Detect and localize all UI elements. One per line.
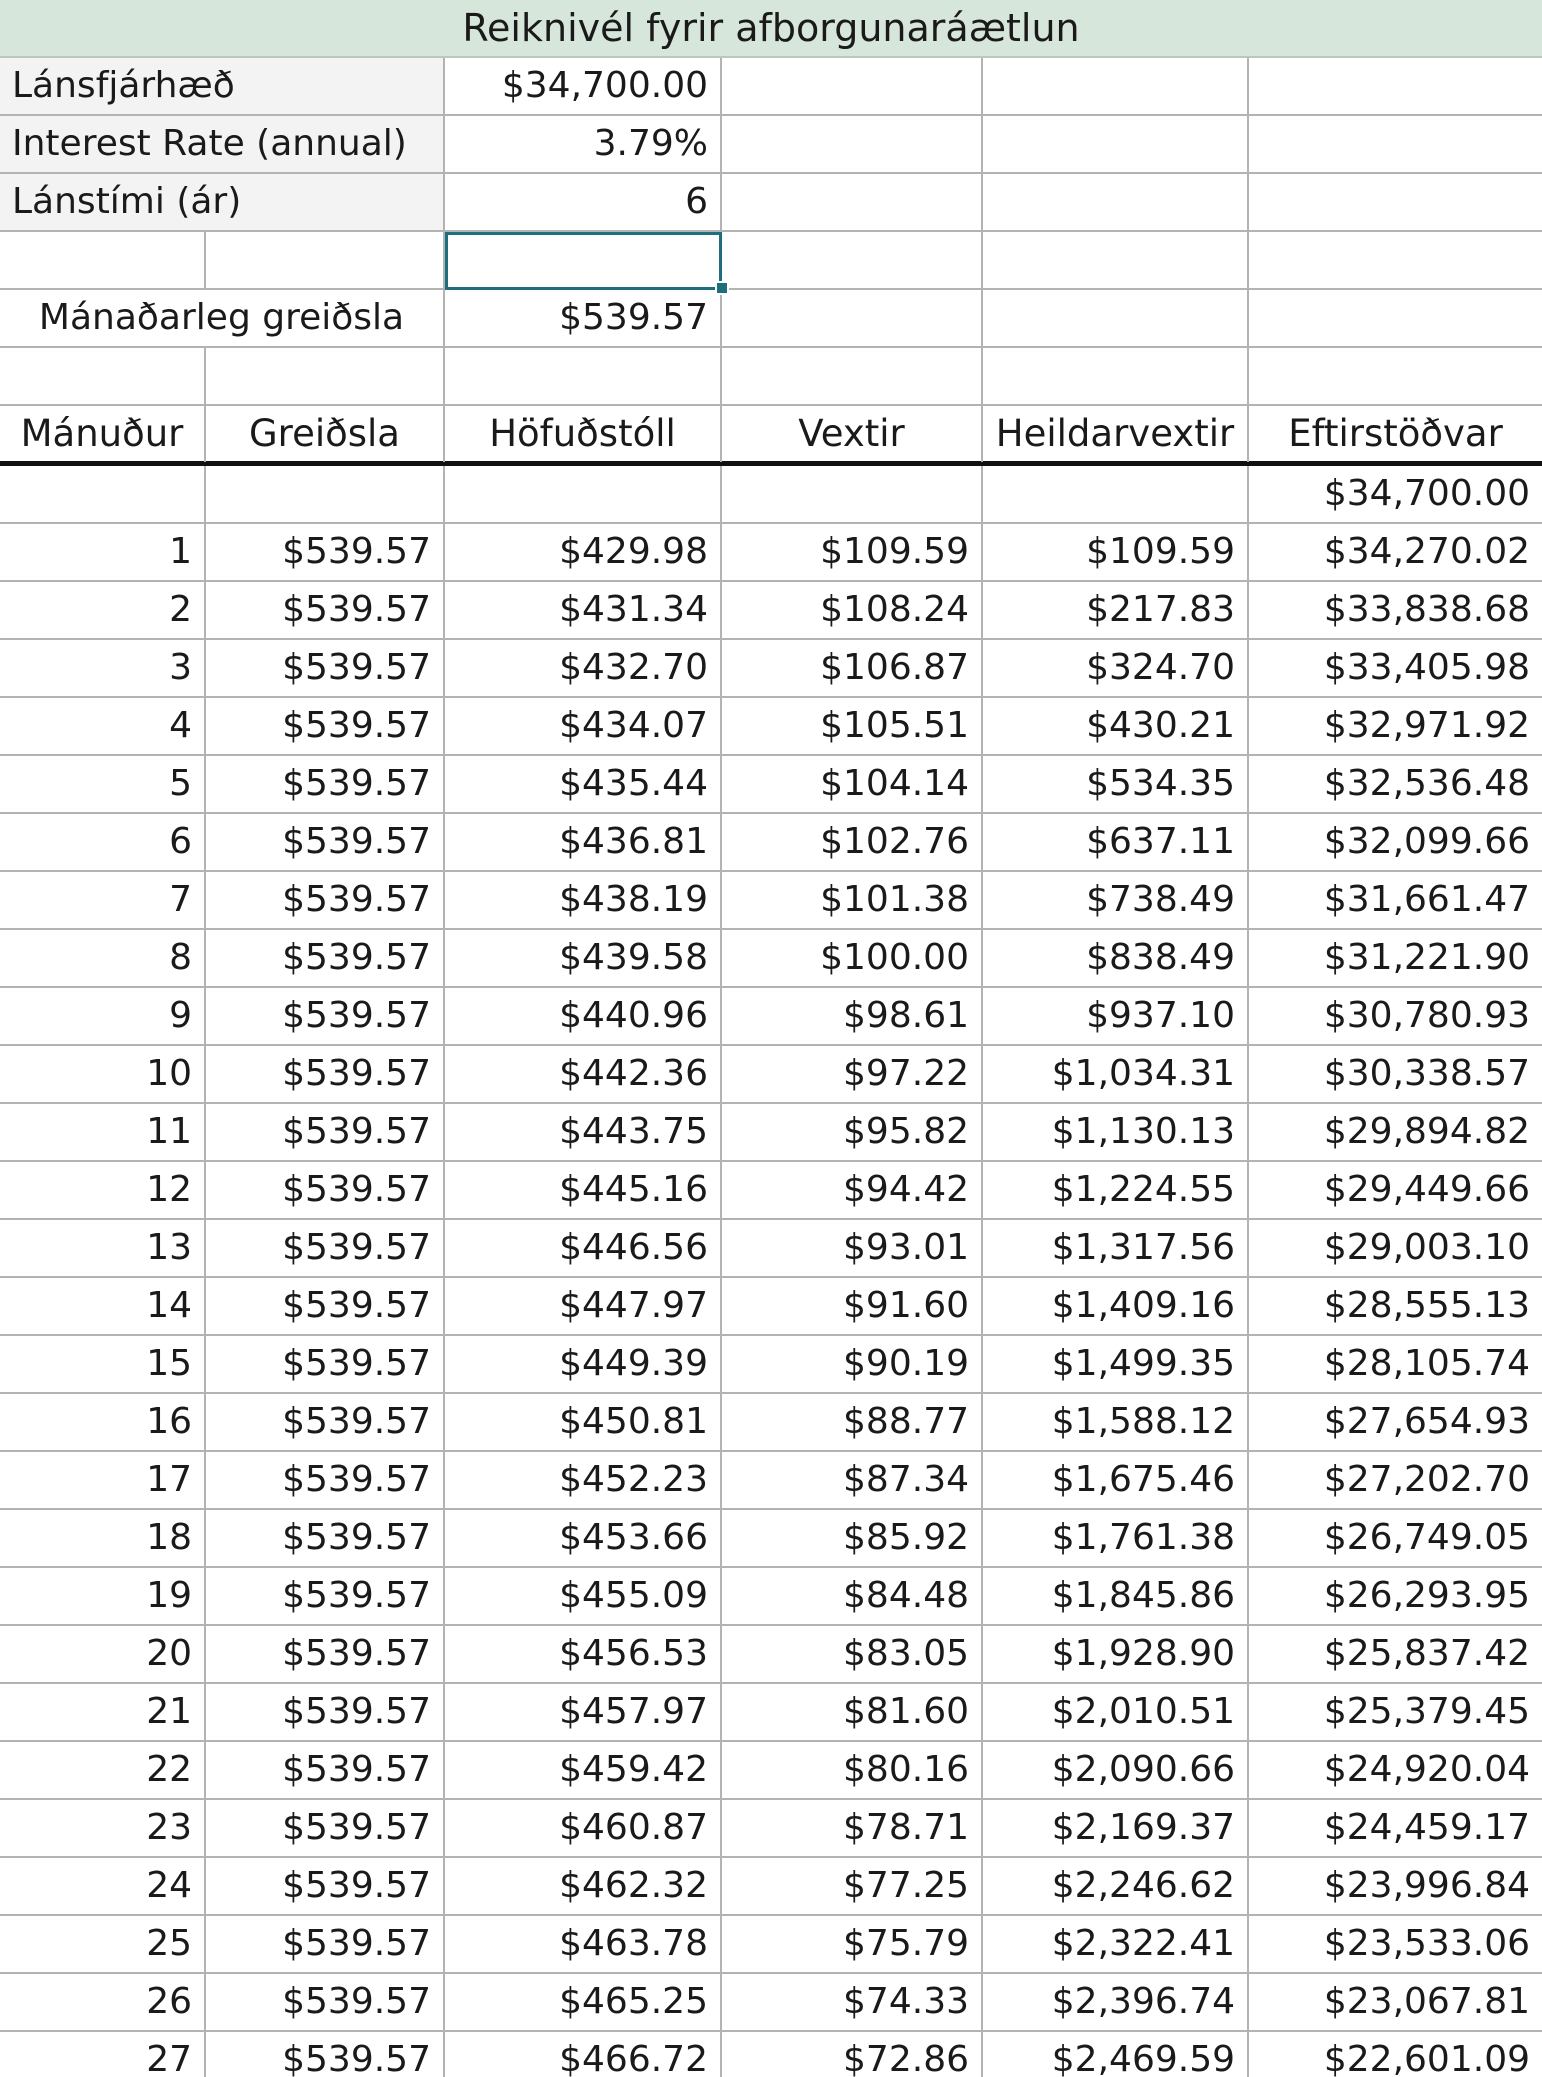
- table-row: [0, 1974, 1542, 2032]
- cell-balance[interactable]: $31,221.90: [1323, 937, 1530, 978]
- cell-payment[interactable]: $539.57: [206, 814, 445, 870]
- cell-payment[interactable]: $539.57: [206, 1568, 445, 1624]
- cell-payment[interactable]: $539.57: [206, 2032, 445, 2077]
- table-row: [0, 1626, 1542, 1684]
- table-row: [0, 1916, 1542, 1974]
- cell-balance[interactable]: $32,099.66: [1323, 821, 1530, 862]
- cell-total-interest[interactable]: $324.70: [983, 640, 1249, 696]
- empty-cell[interactable]: [1249, 174, 1542, 230]
- table-row: [0, 1800, 1542, 1858]
- cell-month[interactable]: 4: [0, 698, 206, 754]
- cell-total-interest[interactable]: $2,322.41: [983, 1916, 1249, 1972]
- empty-cell[interactable]: [445, 348, 722, 404]
- cell-interest[interactable]: $75.79: [722, 1916, 983, 1972]
- cell-interest[interactable]: $104.14: [722, 756, 983, 812]
- cell-balance[interactable]: $29,449.66: [1323, 1169, 1530, 1210]
- cell-principal[interactable]: $432.70: [445, 640, 722, 696]
- table-row: [0, 524, 1542, 582]
- cell-payment[interactable]: $539.57: [206, 1800, 445, 1856]
- cell-total-interest[interactable]: $1,224.55: [983, 1162, 1249, 1218]
- table-row: [0, 640, 1542, 698]
- table-row: [0, 814, 1542, 872]
- cell-balance[interactable]: $23,533.06: [1323, 1923, 1530, 1964]
- table-header-row: [0, 406, 1542, 466]
- cell-total-interest[interactable]: $430.21: [983, 698, 1249, 754]
- cell-total-interest[interactable]: $2,396.74: [983, 1974, 1249, 2030]
- cell-principal[interactable]: $455.09: [445, 1568, 722, 1624]
- empty-cell[interactable]: [983, 466, 1249, 522]
- cell-interest[interactable]: $81.60: [722, 1684, 983, 1740]
- empty-cell[interactable]: [983, 290, 1249, 346]
- cell-principal[interactable]: $429.98: [445, 524, 722, 580]
- cell-principal[interactable]: $463.78: [445, 1916, 722, 1972]
- cell-payment[interactable]: $539.57: [206, 756, 445, 812]
- empty-cell[interactable]: [0, 466, 206, 522]
- cell-principal[interactable]: $442.36: [445, 1046, 722, 1102]
- cell-month[interactable]: 10: [0, 1046, 206, 1102]
- cell-balance[interactable]: $24,920.04: [1323, 1749, 1530, 1790]
- cell-payment[interactable]: $539.57: [206, 1916, 445, 1972]
- cell-principal[interactable]: $431.34: [445, 582, 722, 638]
- cell-interest[interactable]: $93.01: [722, 1220, 983, 1276]
- cell-principal[interactable]: $457.97: [445, 1684, 722, 1740]
- table-row: [0, 1162, 1542, 1220]
- column-header-total-interest[interactable]: Heildarvextir: [983, 406, 1249, 462]
- input-value-interest-rate[interactable]: 3.79%: [445, 116, 722, 172]
- table-row: [0, 2032, 1542, 2077]
- cell-principal[interactable]: $434.07: [445, 698, 722, 754]
- cell-balance[interactable]: $27,654.93: [1323, 1401, 1530, 1442]
- empty-cell[interactable]: [206, 232, 445, 288]
- cell-payment[interactable]: $539.57: [206, 1510, 445, 1566]
- cell-balance[interactable]: $33,405.98: [1323, 647, 1530, 688]
- empty-cell[interactable]: [206, 466, 445, 522]
- input-label-loan-term[interactable]: Lánstími (ár): [0, 174, 445, 230]
- cell-total-interest[interactable]: $2,246.62: [983, 1858, 1249, 1914]
- empty-cell[interactable]: [722, 290, 983, 346]
- cell-month[interactable]: 18: [0, 1510, 206, 1566]
- table-row: [0, 1568, 1542, 1626]
- input-row-loan-amount: [0, 58, 1542, 116]
- cell-interest[interactable]: $78.71: [722, 1800, 983, 1856]
- cell-balance[interactable]: $29,894.82: [1323, 1111, 1530, 1152]
- column-header-interest[interactable]: Vextir: [722, 406, 983, 462]
- cell-total-interest[interactable]: $217.83: [983, 582, 1249, 638]
- opening-balance-value[interactable]: $34,700.00: [1323, 473, 1530, 514]
- cell-interest[interactable]: $87.34: [722, 1452, 983, 1508]
- cell-total-interest[interactable]: $1,499.35: [983, 1336, 1249, 1392]
- table-row: [0, 988, 1542, 1046]
- cell-interest[interactable]: $88.77: [722, 1394, 983, 1450]
- cell-interest[interactable]: $102.76: [722, 814, 983, 870]
- cell-balance[interactable]: $27,202.70: [1323, 1459, 1530, 1500]
- cell-total-interest[interactable]: $1,588.12: [983, 1394, 1249, 1450]
- cell-principal[interactable]: $435.44: [445, 756, 722, 812]
- cell-principal[interactable]: $440.96: [445, 988, 722, 1044]
- cell-principal[interactable]: $450.81: [445, 1394, 722, 1450]
- cell-payment[interactable]: $539.57: [206, 1626, 445, 1682]
- cell-principal[interactable]: $443.75: [445, 1104, 722, 1160]
- table-row: [0, 1046, 1542, 1104]
- cell-balance[interactable]: $26,293.95: [1323, 1575, 1530, 1616]
- cell-principal[interactable]: $466.72: [445, 2032, 722, 2077]
- cell-interest[interactable]: $109.59: [722, 524, 983, 580]
- cell-interest[interactable]: $84.48: [722, 1568, 983, 1624]
- empty-cell-selected[interactable]: [445, 232, 722, 288]
- cell-balance[interactable]: $28,555.13: [1323, 1285, 1530, 1326]
- empty-cell[interactable]: [983, 116, 1249, 172]
- cell-payment[interactable]: $539.57: [206, 1684, 445, 1740]
- cell-month[interactable]: 23: [0, 1800, 206, 1856]
- cell-month[interactable]: 20: [0, 1626, 206, 1682]
- cell-principal[interactable]: $453.66: [445, 1510, 722, 1566]
- cell-payment[interactable]: $539.57: [206, 1336, 445, 1392]
- cell-payment[interactable]: $539.57: [206, 1162, 445, 1218]
- cell-total-interest[interactable]: $937.10: [983, 988, 1249, 1044]
- table-row: [0, 1220, 1542, 1278]
- cell-principal[interactable]: $456.53: [445, 1626, 722, 1682]
- cell-payment[interactable]: $539.57: [206, 930, 445, 986]
- cell-payment[interactable]: $539.57: [206, 1046, 445, 1102]
- cell-balance[interactable]: $34,270.02: [1323, 531, 1530, 572]
- cell-interest[interactable]: $83.05: [722, 1626, 983, 1682]
- cell-payment[interactable]: $539.57: [206, 1278, 445, 1334]
- empty-cell[interactable]: [983, 232, 1249, 288]
- cell-balance[interactable]: $23,067.81: [1323, 1981, 1530, 2022]
- cell-interest[interactable]: $94.42: [722, 1162, 983, 1218]
- empty-cell[interactable]: [1249, 116, 1542, 172]
- cell-principal[interactable]: $459.42: [445, 1742, 722, 1798]
- cell-interest[interactable]: $100.00: [722, 930, 983, 986]
- cell-principal[interactable]: $447.97: [445, 1278, 722, 1334]
- opening-balance-row: [0, 466, 1542, 524]
- cell-total-interest[interactable]: $637.11: [983, 814, 1249, 870]
- cell-month[interactable]: 16: [0, 1394, 206, 1450]
- cell-payment[interactable]: $539.57: [206, 872, 445, 928]
- empty-cell[interactable]: [0, 232, 206, 288]
- table-row: [0, 698, 1542, 756]
- table-row: [0, 1278, 1542, 1336]
- empty-cell[interactable]: [206, 348, 445, 404]
- empty-cell[interactable]: [983, 58, 1249, 114]
- cell-total-interest[interactable]: $1,675.46: [983, 1452, 1249, 1508]
- empty-cell[interactable]: [983, 348, 1249, 404]
- table-row: [0, 1336, 1542, 1394]
- column-header-month[interactable]: Mánuður: [0, 406, 206, 462]
- empty-cell[interactable]: [722, 116, 983, 172]
- table-row: [0, 930, 1542, 988]
- monthly-payment-value[interactable]: $539.57: [445, 290, 722, 346]
- cell-balance[interactable]: $25,837.42: [1323, 1633, 1530, 1674]
- cell-interest[interactable]: $74.33: [722, 1974, 983, 2030]
- cell-total-interest[interactable]: $1,845.86: [983, 1568, 1249, 1624]
- cell-principal[interactable]: $445.16: [445, 1162, 722, 1218]
- table-row: [0, 872, 1542, 930]
- table-row: [0, 1684, 1542, 1742]
- cell-month[interactable]: 15: [0, 1336, 206, 1392]
- cell-balance[interactable]: $29,003.10: [1323, 1227, 1530, 1268]
- cell-interest[interactable]: $101.38: [722, 872, 983, 928]
- cell-balance[interactable]: $32,971.92: [1323, 705, 1530, 746]
- cell-month[interactable]: 9: [0, 988, 206, 1044]
- cell-principal[interactable]: $465.25: [445, 1974, 722, 2030]
- cell-balance[interactable]: $33,838.68: [1323, 589, 1530, 630]
- empty-cell[interactable]: [722, 348, 983, 404]
- cell-month[interactable]: 2: [0, 582, 206, 638]
- cell-principal[interactable]: $449.39: [445, 1336, 722, 1392]
- cell-balance[interactable]: $23,996.84: [1323, 1865, 1530, 1906]
- input-row-loan-term: [0, 174, 1542, 232]
- cell-principal[interactable]: $438.19: [445, 872, 722, 928]
- cell-balance[interactable]: $28,105.74: [1323, 1343, 1530, 1384]
- column-header-payment[interactable]: Greiðsla: [206, 406, 445, 462]
- cell-interest[interactable]: $72.86: [722, 2032, 983, 2077]
- cell-principal[interactable]: $460.87: [445, 1800, 722, 1856]
- cell-month[interactable]: 22: [0, 1742, 206, 1798]
- cell-total-interest[interactable]: $1,130.13: [983, 1104, 1249, 1160]
- cell-interest[interactable]: $85.92: [722, 1510, 983, 1566]
- cell-payment[interactable]: $539.57: [206, 1220, 445, 1276]
- cell-total-interest[interactable]: $534.35: [983, 756, 1249, 812]
- empty-cell[interactable]: [1249, 232, 1542, 288]
- empty-cell[interactable]: [983, 174, 1249, 230]
- cell-month[interactable]: 13: [0, 1220, 206, 1276]
- blank-row: [0, 232, 1542, 290]
- cell-month[interactable]: 11: [0, 1104, 206, 1160]
- empty-cell[interactable]: [722, 466, 983, 522]
- cell-month[interactable]: 6: [0, 814, 206, 870]
- cell-total-interest[interactable]: $1,928.90: [983, 1626, 1249, 1682]
- table-row: [0, 582, 1542, 640]
- input-value-loan-term[interactable]: 6: [445, 174, 722, 230]
- cell-month[interactable]: 26: [0, 1974, 206, 2030]
- cell-balance[interactable]: $22,601.09: [1323, 2039, 1530, 2077]
- cell-total-interest[interactable]: $1,409.16: [983, 1278, 1249, 1334]
- cell-interest[interactable]: $105.51: [722, 698, 983, 754]
- cell-month[interactable]: 1: [0, 524, 206, 580]
- cell-principal[interactable]: $462.32: [445, 1858, 722, 1914]
- cell-month[interactable]: 7: [0, 872, 206, 928]
- monthly-payment-row: [0, 290, 1542, 348]
- cell-month[interactable]: 3: [0, 640, 206, 696]
- cell-interest[interactable]: $80.16: [722, 1742, 983, 1798]
- cell-month[interactable]: 25: [0, 1916, 206, 1972]
- cell-month[interactable]: 8: [0, 930, 206, 986]
- cell-payment[interactable]: $539.57: [206, 698, 445, 754]
- column-header-principal[interactable]: Höfuðstóll: [445, 406, 722, 462]
- input-value-loan-amount[interactable]: $34,700.00: [445, 58, 722, 114]
- empty-cell[interactable]: [0, 348, 206, 404]
- cell-balance[interactable]: $25,379.45: [1323, 1691, 1530, 1732]
- table-row: [0, 1104, 1542, 1162]
- cell-balance[interactable]: $31,661.47: [1323, 879, 1530, 920]
- cell-interest[interactable]: $91.60: [722, 1278, 983, 1334]
- cell-interest[interactable]: $98.61: [722, 988, 983, 1044]
- cell-month[interactable]: 12: [0, 1162, 206, 1218]
- cell-total-interest[interactable]: $738.49: [983, 872, 1249, 928]
- table-row: [0, 1742, 1542, 1800]
- cell-interest[interactable]: $90.19: [722, 1336, 983, 1392]
- cell-payment[interactable]: $539.57: [206, 1858, 445, 1914]
- empty-cell[interactable]: [1249, 348, 1542, 404]
- cell-month[interactable]: 5: [0, 756, 206, 812]
- cell-interest[interactable]: $97.22: [722, 1046, 983, 1102]
- cell-interest[interactable]: $108.24: [722, 582, 983, 638]
- blank-row: [0, 348, 1542, 406]
- fill-handle[interactable]: [715, 281, 729, 295]
- table-row: [0, 1858, 1542, 1916]
- table-row: [0, 1452, 1542, 1510]
- cell-balance[interactable]: $26,749.05: [1323, 1517, 1530, 1558]
- cell-balance[interactable]: $30,338.57: [1323, 1053, 1530, 1094]
- cell-interest[interactable]: $77.25: [722, 1858, 983, 1914]
- cell-payment[interactable]: $539.57: [206, 582, 445, 638]
- cell-total-interest[interactable]: $109.59: [983, 524, 1249, 580]
- cell-month[interactable]: 24: [0, 1858, 206, 1914]
- sheet-title[interactable]: Reiknivél fyrir afborgunaráætlun: [0, 0, 1542, 58]
- cell-principal[interactable]: $452.23: [445, 1452, 722, 1508]
- cell-total-interest[interactable]: $1,761.38: [983, 1510, 1249, 1566]
- cell-total-interest[interactable]: $1,317.56: [983, 1220, 1249, 1276]
- cell-balance[interactable]: $32,536.48: [1323, 763, 1530, 804]
- cell-month[interactable]: 27: [0, 2032, 206, 2077]
- cell-total-interest[interactable]: $838.49: [983, 930, 1249, 986]
- cell-total-interest[interactable]: $2,469.59: [983, 2032, 1249, 2077]
- cell-month[interactable]: 14: [0, 1278, 206, 1334]
- cell-principal[interactable]: $439.58: [445, 930, 722, 986]
- cell-balance[interactable]: $24,459.17: [1323, 1807, 1530, 1848]
- cell-payment[interactable]: $539.57: [206, 1104, 445, 1160]
- cell-principal[interactable]: $446.56: [445, 1220, 722, 1276]
- cell-total-interest[interactable]: $2,090.66: [983, 1742, 1249, 1798]
- cell-month[interactable]: 19: [0, 1568, 206, 1624]
- cell-total-interest[interactable]: $1,034.31: [983, 1046, 1249, 1102]
- cell-interest[interactable]: $106.87: [722, 640, 983, 696]
- cell-total-interest[interactable]: $2,010.51: [983, 1684, 1249, 1740]
- input-label-loan-amount[interactable]: Lánsfjárhæð: [0, 58, 445, 114]
- table-row: [0, 1394, 1542, 1452]
- input-row-interest-rate: [0, 116, 1542, 174]
- cell-interest[interactable]: $95.82: [722, 1104, 983, 1160]
- empty-cell[interactable]: [1249, 290, 1542, 346]
- cell-month[interactable]: 17: [0, 1452, 206, 1508]
- cell-payment[interactable]: $539.57: [206, 1394, 445, 1450]
- empty-cell[interactable]: [722, 174, 983, 230]
- table-row: [0, 756, 1542, 814]
- empty-cell[interactable]: [1249, 58, 1542, 114]
- empty-cell[interactable]: [722, 232, 983, 288]
- monthly-payment-label[interactable]: Mánaðarleg greiðsla: [0, 290, 445, 346]
- table-row: [0, 1510, 1542, 1568]
- cell-payment[interactable]: $539.57: [206, 1452, 445, 1508]
- cell-payment[interactable]: $539.57: [206, 524, 445, 580]
- cell-total-interest[interactable]: $2,169.37: [983, 1800, 1249, 1856]
- input-label-interest-rate[interactable]: Interest Rate (annual): [0, 116, 445, 172]
- column-header-balance[interactable]: Eftirstöðvar: [1288, 412, 1503, 455]
- cell-payment[interactable]: $539.57: [206, 640, 445, 696]
- cell-payment[interactable]: $539.57: [206, 1742, 445, 1798]
- cell-month[interactable]: 21: [0, 1684, 206, 1740]
- cell-principal[interactable]: $436.81: [445, 814, 722, 870]
- empty-cell[interactable]: [722, 58, 983, 114]
- cell-payment[interactable]: $539.57: [206, 988, 445, 1044]
- empty-cell[interactable]: [445, 466, 722, 522]
- cell-payment[interactable]: $539.57: [206, 1974, 445, 2030]
- cell-balance[interactable]: $30,780.93: [1323, 995, 1530, 1036]
